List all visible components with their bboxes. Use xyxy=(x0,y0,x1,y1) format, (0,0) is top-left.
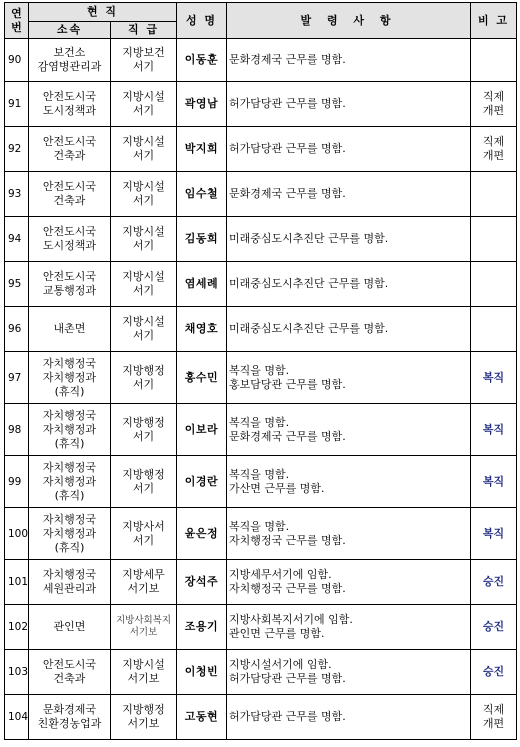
name-cell: 염세례 xyxy=(177,262,227,307)
name-cell: 이보라 xyxy=(177,404,227,456)
table-row xyxy=(5,560,517,605)
grade-cell: 지방행정 서기 xyxy=(111,456,177,508)
dept-cell: 자치행정국 자치행정과 (휴직) xyxy=(29,508,111,560)
order-cell: 복직을 명함. 가산면 근무를 명함. xyxy=(227,456,471,508)
note-cell: 승진 xyxy=(471,560,517,605)
dept-cell: 안전도시국 건축과 xyxy=(29,650,111,695)
dept-cell: 관인면 xyxy=(29,605,111,650)
note-cell xyxy=(471,262,517,307)
name-cell: 이동훈 xyxy=(177,39,227,82)
dept-cell: 안전도시국 건축과 xyxy=(29,172,111,217)
grade-cell: 지방세무 서기보 xyxy=(111,560,177,605)
order-cell: 문화경제국 근무를 명함. xyxy=(227,172,471,217)
table-row xyxy=(5,82,517,127)
row-number: 99 xyxy=(5,456,29,508)
header-note: 비 고 xyxy=(471,3,517,39)
table-row xyxy=(5,262,517,307)
note-cell: 복직 xyxy=(471,404,517,456)
row-number: 103 xyxy=(5,650,29,695)
order-cell: 지방사회복지서기에 임함. 관인면 근무를 명함. xyxy=(227,605,471,650)
header-order: 발 령 사 항 xyxy=(227,3,471,39)
table-row xyxy=(5,172,517,217)
name-cell: 이청빈 xyxy=(177,650,227,695)
grade-cell: 지방사서 서기 xyxy=(111,508,177,560)
name-cell: 고동현 xyxy=(177,695,227,740)
row-number: 91 xyxy=(5,82,29,127)
table-row xyxy=(5,127,517,172)
order-cell: 복직을 명함. 자치행정국 근무를 명함. xyxy=(227,508,471,560)
order-cell: 허가담당관 근무를 명함. xyxy=(227,82,471,127)
grade-cell: 지방사회복지 서기보 xyxy=(111,605,177,650)
table-row xyxy=(5,605,517,650)
name-cell: 장석주 xyxy=(177,560,227,605)
order-cell: 지방세무서기에 임함. 자치행정국 근무를 명함. xyxy=(227,560,471,605)
note-cell xyxy=(471,307,517,352)
row-number: 102 xyxy=(5,605,29,650)
grade-cell: 지방시설 서기 xyxy=(111,127,177,172)
dept-cell: 안전도시국 도시정책과 xyxy=(29,82,111,127)
grade-cell: 지방행정 서기 xyxy=(111,404,177,456)
name-cell: 홍수민 xyxy=(177,352,227,404)
header-dept: 소속 xyxy=(29,22,111,39)
order-cell: 복직을 명함. 홍보담당관 근무를 명함. xyxy=(227,352,471,404)
table-row xyxy=(5,217,517,262)
table-row xyxy=(5,508,517,560)
order-cell: 지방시설서기에 임함. 허가담당관 근무를 명함. xyxy=(227,650,471,695)
note-cell: 승진 xyxy=(471,605,517,650)
personnel-table xyxy=(4,2,517,740)
dept-cell: 안전도시국 건축과 xyxy=(29,127,111,172)
dept-cell: 자치행정국 자치행정과 (휴직) xyxy=(29,352,111,404)
dept-cell: 보건소 감염병관리과 xyxy=(29,39,111,82)
grade-cell: 지방보건 서기 xyxy=(111,39,177,82)
name-cell: 곽영남 xyxy=(177,82,227,127)
note-cell xyxy=(471,172,517,217)
grade-cell: 지방행정 서기 xyxy=(111,352,177,404)
name-cell: 임수철 xyxy=(177,172,227,217)
table-row xyxy=(5,307,517,352)
note-cell: 승진 xyxy=(471,650,517,695)
note-cell: 직제 개편 xyxy=(471,82,517,127)
name-cell: 채영호 xyxy=(177,307,227,352)
table-row xyxy=(5,404,517,456)
header-no: 연 번 xyxy=(5,3,29,39)
order-cell: 미래중심도시추진단 근무를 명함. xyxy=(227,217,471,262)
grade-cell: 지방시설 서기 xyxy=(111,172,177,217)
table-row xyxy=(5,39,517,82)
dept-cell: 안전도시국 교통행정과 xyxy=(29,262,111,307)
table-row xyxy=(5,695,517,740)
row-number: 94 xyxy=(5,217,29,262)
grade-cell: 지방시설 서기 xyxy=(111,217,177,262)
dept-cell: 문화경제국 친환경농업과 xyxy=(29,695,111,740)
row-number: 104 xyxy=(5,695,29,740)
note-cell: 복직 xyxy=(471,352,517,404)
order-cell: 허가담당관 근무를 명함. xyxy=(227,127,471,172)
dept-cell: 내촌면 xyxy=(29,307,111,352)
note-cell: 복직 xyxy=(471,508,517,560)
note-cell: 직제 개편 xyxy=(471,695,517,740)
dept-cell: 안전도시국 도시정책과 xyxy=(29,217,111,262)
name-cell: 윤은정 xyxy=(177,508,227,560)
note-cell: 복직 xyxy=(471,456,517,508)
row-number: 98 xyxy=(5,404,29,456)
note-cell xyxy=(471,39,517,82)
table-row xyxy=(5,352,517,404)
row-number: 97 xyxy=(5,352,29,404)
name-cell: 김동희 xyxy=(177,217,227,262)
name-cell: 박지희 xyxy=(177,127,227,172)
row-number: 93 xyxy=(5,172,29,217)
grade-cell: 지방행정 서기보 xyxy=(111,695,177,740)
row-number: 90 xyxy=(5,39,29,82)
row-number: 101 xyxy=(5,560,29,605)
order-cell: 허가담당관 근무를 명함. xyxy=(227,695,471,740)
order-cell: 문화경제국 근무를 명함. xyxy=(227,39,471,82)
grade-cell: 지방시설 서기 xyxy=(111,82,177,127)
table-row xyxy=(5,650,517,695)
row-number: 100 xyxy=(5,508,29,560)
row-number: 96 xyxy=(5,307,29,352)
row-number: 92 xyxy=(5,127,29,172)
dept-cell: 자치행정국 세원관리과 xyxy=(29,560,111,605)
grade-cell: 지방시설 서기 xyxy=(111,307,177,352)
note-cell: 직제 개편 xyxy=(471,127,517,172)
order-cell: 미래중심도시추진단 근무를 명함. xyxy=(227,262,471,307)
table-row xyxy=(5,456,517,508)
row-number: 95 xyxy=(5,262,29,307)
header-current-position: 현 직 xyxy=(29,3,177,22)
header-name: 성 명 xyxy=(177,3,227,39)
order-cell: 미래중심도시추진단 근무를 명함. xyxy=(227,307,471,352)
name-cell: 이경란 xyxy=(177,456,227,508)
header-grade: 직 급 xyxy=(111,22,177,39)
grade-cell: 지방시설 서기 xyxy=(111,262,177,307)
dept-cell: 자치행정국 자치행정과 (휴직) xyxy=(29,404,111,456)
name-cell: 조용기 xyxy=(177,605,227,650)
dept-cell: 자치행정국 자치행정과 (휴직) xyxy=(29,456,111,508)
header-row-top xyxy=(5,3,517,22)
grade-cell: 지방시설 서기보 xyxy=(111,650,177,695)
personnel-order-sheet xyxy=(4,2,517,740)
note-cell xyxy=(471,217,517,262)
order-cell: 복직을 명함. 문화경제국 근무를 명함. xyxy=(227,404,471,456)
